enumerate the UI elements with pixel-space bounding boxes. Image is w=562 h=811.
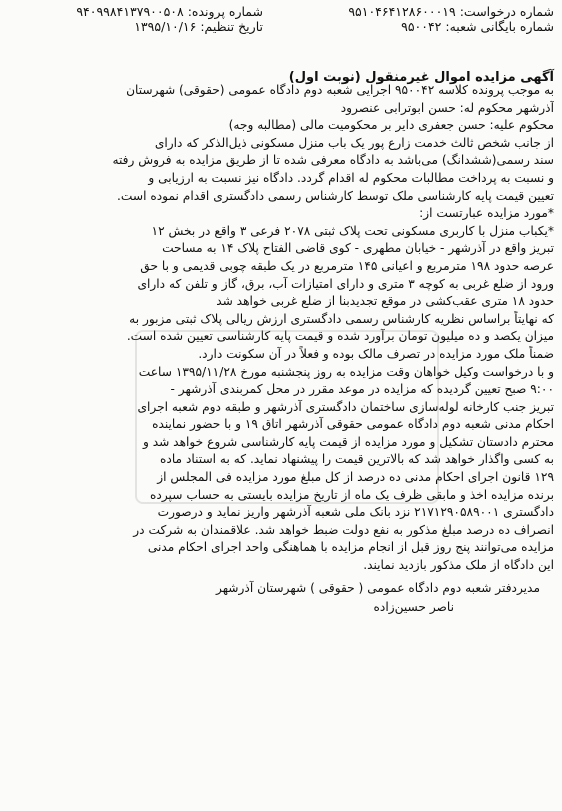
body-line: احکام مدنی شعبه دوم دادگاه عمومی حقوقی آذرشهر اتاق ۱۹ و با حضور نماینده xyxy=(152,417,554,432)
body-line: که نهایتاً براساس نظریه کارشناس رسمی دادگستری ارزش ریالی پلاک ثبتی مزبور به xyxy=(129,311,554,326)
body-line: تبریز جنب کارخانه لوله‌سازی ساختمان دادگستری آذرشهر و طبقه دوم شعبه اجرای xyxy=(137,399,554,414)
body-line: آذرشهر محکوم له: حسن ابوترابی عنصرود xyxy=(340,100,554,115)
body-line: دادگستری ۲۱۷۱۲۹۰۵۸۹۰۰۱ نزد بانک ملی شعبه آذرشهر واریز نماید و درصورت xyxy=(157,505,554,520)
body-line: تبریز واقع در آذرشهر - خیابان مطهری - کوی قاضی الفتاح پلاک ۱۴ به مساحت xyxy=(162,241,554,256)
signature-block xyxy=(8,579,554,617)
body-line: از جانب شخص ثالث خدمت زارع پور یک باب منزل مسکونی ذیل‌الذکر که دارای xyxy=(154,135,554,150)
signature-name: ناصر حسین‌زاده xyxy=(373,599,454,614)
notice-title: آگهی مزایده اموال غیرمنقول (نوبت اول) xyxy=(288,70,554,85)
body-line: تعیین قیمت پایه کارشناسی ملک توسط کارشناس رسمی دادگستری اقدام نموده است. xyxy=(117,188,554,203)
body-line: ۱۲۹ قانون اجرای احکام مدنی ده درصد از کل مبلغ مورد مزایده فی المجلس از xyxy=(157,470,554,485)
notice-header xyxy=(8,4,554,85)
body-line: انصراف ده درصد مبلغ مذکور به نفع دولت ضبط خواهد شد. علاقمندان به شرکت در xyxy=(133,522,554,537)
body-line: *مورد مزایده عبارتست از: xyxy=(419,206,554,221)
case-number: شماره پرونده: ۹۴۰۹۹۸۴۱۳۷۹۰۰۵۰۸ xyxy=(76,4,263,19)
body-line: ضمناً ملک مورد مزایده در تصرف مالک بوده و فعلاً در آن سکونت دارد. xyxy=(198,346,554,361)
body-line: و با درخواست وکیل خواهان وقت مزایده به روز پنجشنبه مورخ ۱۳۹۵/۱۱/۲۸ ساعت xyxy=(138,364,554,379)
issue-date: تاریخ تنظیم: ۱۳۹۵/۱۰/۱۶ xyxy=(134,19,263,34)
request-number: شماره درخواست: ۹۵۱۰۴۶۴۱۲۸۶۰۰۰۱۹ xyxy=(348,4,554,19)
header-right xyxy=(264,4,554,34)
body-line: به کسی واگذار خواهد شد که بالاترین قیمت را پیشنهاد نماید. که به استناد ماده xyxy=(160,452,554,467)
body-line: این دادگاه از ملک مذکور بازدید نمایند. xyxy=(363,558,554,573)
body-line: برنده مزایده اخذ و مابقی ظرف یک ماه از تاریخ مزایده بایستی به حساب سپرده xyxy=(150,487,554,502)
body-line: و نسبت به پرداخت مطالبات محکوم له اقدام گردد. دادگاه نیز نسبت به ارزیابی و xyxy=(148,170,554,185)
body-line: سند رسمی(ششدانگ) می‌باشد به دادگاه معرفی شده تا از طریق مزایده به فروش رفته xyxy=(112,153,554,168)
body-line: حدود ۱۸ متری عقب‌کشی در موقع تجدیدبنا از ضلع غربی خواهد شد xyxy=(216,294,554,309)
body-line: ۹:۰۰ صبح تعیین گردیده که مزایده در موعد مقرر در محل کمربندی آذرشهر - xyxy=(170,382,554,397)
body-line: محکوم علیه: حسن جعفری دایر بر محکومیت مالی (مطالبه وجه) xyxy=(228,118,554,133)
body-line: عرصه حدود ۱۹۸ مترمربع و اعیانی ۱۴۵ مترمربع در یک طبقه چوبی قدیمی و با حق xyxy=(140,258,554,273)
body-line: به موجب پرونده کلاسه ۹۵۰۰۴۲ اجرایی شعبه دوم دادگاه عمومی (حقوقی) شهرستان xyxy=(126,83,554,97)
body-line: میزان یکصد و ده میلیون تومان برآورد شده و قیمت پایه کارشناسی تعیین شده است. xyxy=(126,329,554,344)
body-line: مزایده می‌توانند پنج روز قبل از انجام مزایده با هماهنگی واحد اجرای احکام مدنی xyxy=(147,540,554,555)
signature-office: مدیردفتر شعبه دوم دادگاه عمومی ( حقوقی ) شهرستان آذرشهر xyxy=(215,580,540,595)
archive-number: شماره بایگانی شعبه: ۹۵۰۰۴۲ xyxy=(401,19,554,34)
body-line: ورود از ضلع غربی به کوچه ۳ متری و دارای امتیازات آب، برق، گاز و تلفن که دارای xyxy=(137,276,554,291)
body-line: محترم دادستان تشکیل و مورد مزایده از قیمت پایه کارشناسی شروع خواهد شد و xyxy=(142,434,554,449)
body-line: *یکباب منزل با کاربری مسکونی تحت پلاک ثبتی ۲۰۷۸ فرعی ۳ واقع در بخش ۱۲ xyxy=(151,223,554,238)
notice-body xyxy=(8,82,554,575)
header-left xyxy=(8,4,263,34)
